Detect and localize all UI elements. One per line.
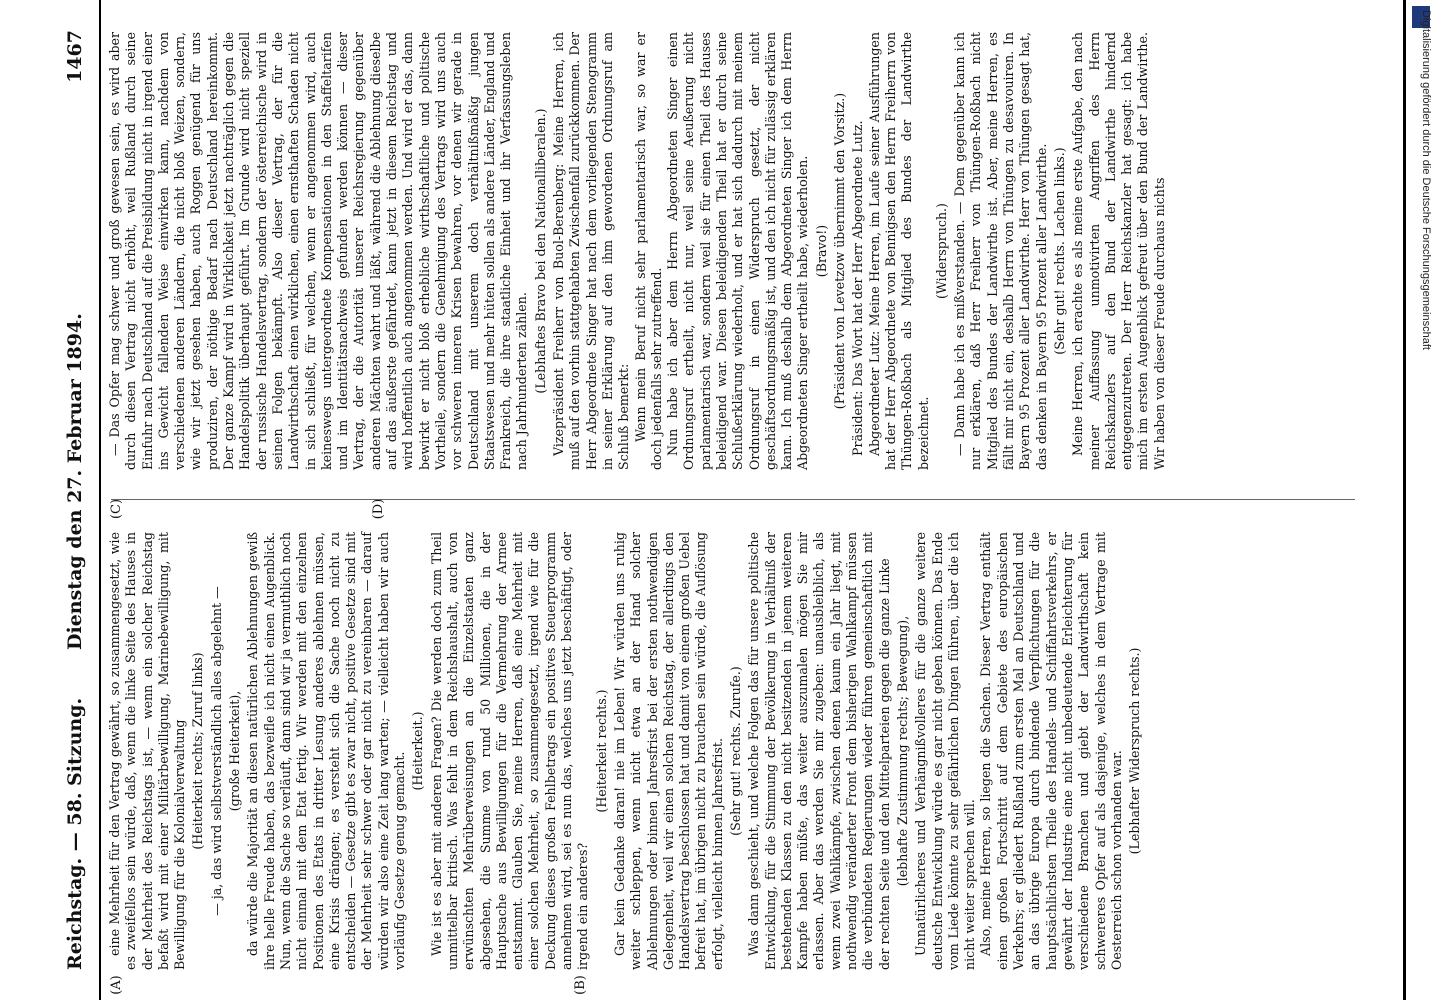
paragraph: Meine Herren, ich erachte es als meine erste Aufgabe, den nach meiner Auffassung unmotivirten Angriffen des Herrn Reichskanzlers auf den Bund der Landwirthe hindernd entgegenzutreten. Der Herr Reichskanzler hat gesagt: ich habe mich im ersten Augenblick gefreut über den Bund der Landwirthe. Wir haben von dieser Freude durchaus nichts bbox=[1070, 32, 1167, 470]
page-number: 1467 bbox=[64, 30, 86, 83]
stage-direction: (große Heiterkeit), bbox=[227, 690, 243, 812]
right-text-column bbox=[107, 32, 1168, 470]
paragraph: Unnatürlicheres und Verhängnißvolleres für die ganze weitere deutsche Entwicklung würde es gar nicht geben können. Das Ende vom Liede könnte zu sehr gefährlichen Dingen führen, über die ich nicht weiter sprechen will. bbox=[913, 532, 978, 970]
paragraph: Wie ist es aber mit anderen Fragen? Die werden doch zum Theil unmittelbar kritisch. Was fehlt in dem Reichshaushalt, auch von erwünschten Mehrüberweisungen an die Einzelstaaten ganz abgesehen, die Summe von rund 50 Millionen, die in der Hauptsache aus Bewilligungen für die Vermehrung der Armee entstammt. Glauben Sie, meine Herren, daß eine Mehrheit mit einer solchen Mehrheit, so zusammengesetzt, irgend wie für die Deckung dieses großen Fehlbetrags ein positives Steuerprogramm annehmen wird, sei es nun das, welches uns jetzt beschäftigt, oder irgend ein anderes? bbox=[428, 532, 591, 970]
paragraph: Abgeordneter Lutz: Meine Herren, im Laufe seiner Ausführungen hat der Herr Abgeordnete von Bennigsen den Herrn Freiherrn von Thüngen-Roßbach als Mitglied des Bundes der Landwirthe bezeichnet. bbox=[866, 32, 931, 470]
paragraph: Vizepräsident Freiherr von Buol-Berenberg: Meine Herren, ich muß auf den vorhin stattgehabten Zwischenfall zurückkommen. Der Herr Abgeordnete Singer hat nach dem vorliegenden Stenogramm in seiner Erklärung auf den ihm gewordenen Ordnungsruf am Schluß bemerkt: bbox=[551, 32, 632, 470]
left-text-column bbox=[107, 532, 1145, 970]
stage-direction: (lebhafte Zustimmung rechts; Bewegung), bbox=[894, 615, 910, 887]
digitization-caption: Digitalisierung gefördert durch die Deutsche Forschungsgemeinschaft bbox=[1420, 10, 1432, 350]
document-page bbox=[55, 0, 1415, 1000]
paragraph: Präsident: Das Wort hat der Herr Abgeordnete Lutz. bbox=[850, 120, 866, 456]
paragraph: Gar kein Gedanke daran! nie im Leben! Wir würden uns ruhig weiter schleppen, wenn nicht etwa an der Hand solcher Ablehnungen oder binnen Jahresfrist bei der ersten nothwendigen Gelegenheit, weil wir einen solchen Reichstag, der allerdings den Handelsvertrag beschlossen hat und damit von einem großen Uebel befreit hat, im übrigen nicht zu brauchen sein würde, die Auflösung erfolgt, vielleicht binnen Jahresfrist. bbox=[611, 532, 725, 970]
stage-direction: (Sehr gut! rechts. Lachen links.) bbox=[1051, 147, 1067, 355]
stage-direction: (Bravo!) bbox=[813, 224, 829, 278]
paragraph: — Das Opfer mag schwer und groß gewesen sein, es wird aber durch diesen Vertrag nicht erhöht, weil Rußland durch seine Einfuhr nach Deutschland auf die Preisbildung nicht in irgend einer ins Gewicht fallenden Weise einwirken kann, nachdem von verschiedenen anderen Ländern, die nicht bloß Weizen, sondern, wie wir jetzt gesehen haben, auch Roggen genügend für uns produziren, der nöthige Bedarf nach Deutschland hereinkommt. Der ganze Kampf wird in Wirklichkeit jetzt nachträglich gegen die Handelspolitik überhaupt geführt. Im Grunde wird nicht speziell der russische Handelsvertrag, sondern der österreichische wird in seinen Folgen bekämpft. Also dieser Vertrag, der für die Landwirthschaft einen wirklichen, einen ernsthaften Schaden nicht in sich schließt, für welchen, wenn er angenommen wird, auch keineswegs untergeordnete Kompensationen in den Staffeltarifen und im Identitätsnachweis gefunden werden können — dieser Vertrag, der die Autorität unserer Reichsregierung gegenüber anderen Mächten wahrt und läßt, während die Ablehnung dieselbe auf das äußerste gefährdet, kann jetzt in diesem Reichstag und wird hoffentlich auch angenommen werden. Und wird er das, dann bewirkt er nicht bloß erhebliche wirthschaftliche und politische Vortheile, sondern die Genehmigung des Vertrags wird uns auch vor schweren inneren Krisen bewahren, vor denen wir gerade in Deutschland mit unserem doch verhältnißmäßig jungen Staatswesen und mehr hüten sollen als andere Länder, England und Frankreich, die ihre staatliche Einheit und ihr Verfassungsleben nach Jahrhunderten zählen. bbox=[107, 32, 530, 470]
paragraph: Wenn mein Beruf nicht sehr parlamentarisch war, so war er doch jedenfalls sehr zutreffend. bbox=[632, 32, 664, 470]
header-rule bbox=[99, 0, 101, 1000]
stage-direction: — ja, das wird selbstverständlich alles abgelehnt — bbox=[208, 586, 224, 916]
stage-direction: (Sehr gut! rechts. Zurufe.) bbox=[727, 666, 743, 836]
stage-direction: (Heiterkeit rechts.) bbox=[593, 689, 609, 813]
header-date: Dienstag den 27. Februar 1894. bbox=[64, 313, 86, 650]
page-header bbox=[55, 20, 95, 980]
stage-direction: (Präsident von Levetzow übernimmt den Vorsitz.) bbox=[832, 92, 848, 410]
margin-marker-a: (A) bbox=[109, 975, 124, 995]
stage-direction: (Lebhaftes Bravo bei den Nationalliberalen.) bbox=[532, 108, 548, 394]
paragraph: Was dann geschieht, und welche Folgen das für unsere politische Entwicklung, für die Stimmung der Bevölkerung in Verhältniß der bestehenden Klassen zu den nicht besitzenden in jenem weiteren Kampfe haben müßte, das weiter auszumalen mögen Sie mir erlassen. Aber das werden Sie mir zugeben: unausbleiblich, als wenn zwei Wahlkämpfe, zwischen denen kaum ein Jahr liegt, mit nothwendig veränderter Front dem bisherigen Wahlkampf müssen die verbündeten Regierungen wieder führen gemeinschaftlich mit der rechten Seite und den Mittelparteien gegen die ganze Linke bbox=[746, 532, 892, 970]
paragraph: Also, meine Herren, so liegen die Sachen. Dieser Vertrag enthält einen großen Fortschritt auf dem Gebiete des europäischen Verkehrs; er gliedert Rußland zum ersten Mal an Deutschland und an das übrige Europa durch bindende Verpflichtungen für die hauptsächlichsten Theile des Handels- und Schiffahrtsverkehrs, er gewährt der Industrie eine nicht unbedeutende Erleichterung für verschiedene Branchen und giebt der Landwirthschaft kein schwereres Opfer auf als dasjenige, welches in dem Vertrage mit Oesterreich schon vorhanden war. bbox=[978, 532, 1124, 970]
paragraph: Nun habe ich aber dem Herrn Abgeordneten Singer einen Ordnungsruf ertheilt, nicht nur, weil seine Aeußerung nicht parlamentarisch war, sondern weil sie für einen Theil des Hauses beleidigend war. Diesen beleidigenden Theil hat er durch seine Schlußerklärung wiederholt, und er hat sich dadurch mit meinem Ordnungsruf in einen Widerspruch gesetzt, der nicht geschäftsordnungsmäßig ist, und den ich nicht für zulässig erklären kann. Ich muß deshalb dem Abgeordneten Singer ich dem Herrn Abgeordneten Singer ertheilt habe, wiederholen. bbox=[665, 32, 811, 470]
stage-direction: (Heiterkeit rechts; Zuruf links) bbox=[190, 652, 206, 850]
stage-direction: (Heiterkeit.) bbox=[410, 711, 426, 791]
paragraph: eine Mehrheit für den Vertrag gewährt, so zusammengesetzt, wie es zweifellos sein würde, daß, wenn die linke Seite des Hauses in der Mehrheit des Reichstags ist, — wenn ein solcher Reichstag befaßt wird mit einer Militärbewilligung, Marinebewilligung, mit Bewilligung für die Kolonialverwaltung bbox=[107, 532, 188, 970]
header-left: Reichstag. — 58. Sitzung. bbox=[64, 697, 86, 970]
margin-marker-b: (B) bbox=[573, 975, 588, 995]
paragraph: da würde die Majorität an diesen natürlichen Ablehnungen gewiß ihre helle Freude haben, das bezweifle ich nicht einen Augenblick. Nun, wenn die Sache so verläuft, dann sind wir ja vermuthlich noch nicht einmal mit dem Etat fertig. Wir werden mit den einzelnen Positionen des Etats in dritter Lesung anderes ablehnen müssen, eine Krisis drängen; es versteht sich die Sache noch nicht zu entscheiden — Gesetze gibt es zwar nicht, positive Gesetze sind mit der Mehrheit sehr schwer oder gar nicht zu vereinbaren — darauf würden wir also eine Zeit lang warten; — vielleicht haben wir auch vorläufig Gesetze genug gemacht. bbox=[245, 532, 408, 970]
paragraph: — Dann habe ich es mißverstanden. — Dem gegenüber kann ich nur erklären, daß Herr Freiherr von Thüngen-Roßbach nicht Mitglied des Bundes der Landwirthe ist. Aber, meine Herren, es fällt mir nicht ein, deshalb Herrn von Thüngen zu desavouiren. In Bayern 95 Prozent aller Landwirthe. Herr von Thüngen gesagt hat, das denken in Bayern 95 Prozent aller Landwirthe. bbox=[952, 32, 1049, 470]
column-divider bbox=[111, 499, 1355, 500]
stage-direction: (Lebhafter Widerspruch rechts.) bbox=[1127, 647, 1143, 855]
margin-marker-d: (D) bbox=[371, 498, 386, 520]
margin-marker-c: (C) bbox=[109, 498, 124, 520]
stage-direction: (Widerspruch.) bbox=[933, 203, 949, 299]
